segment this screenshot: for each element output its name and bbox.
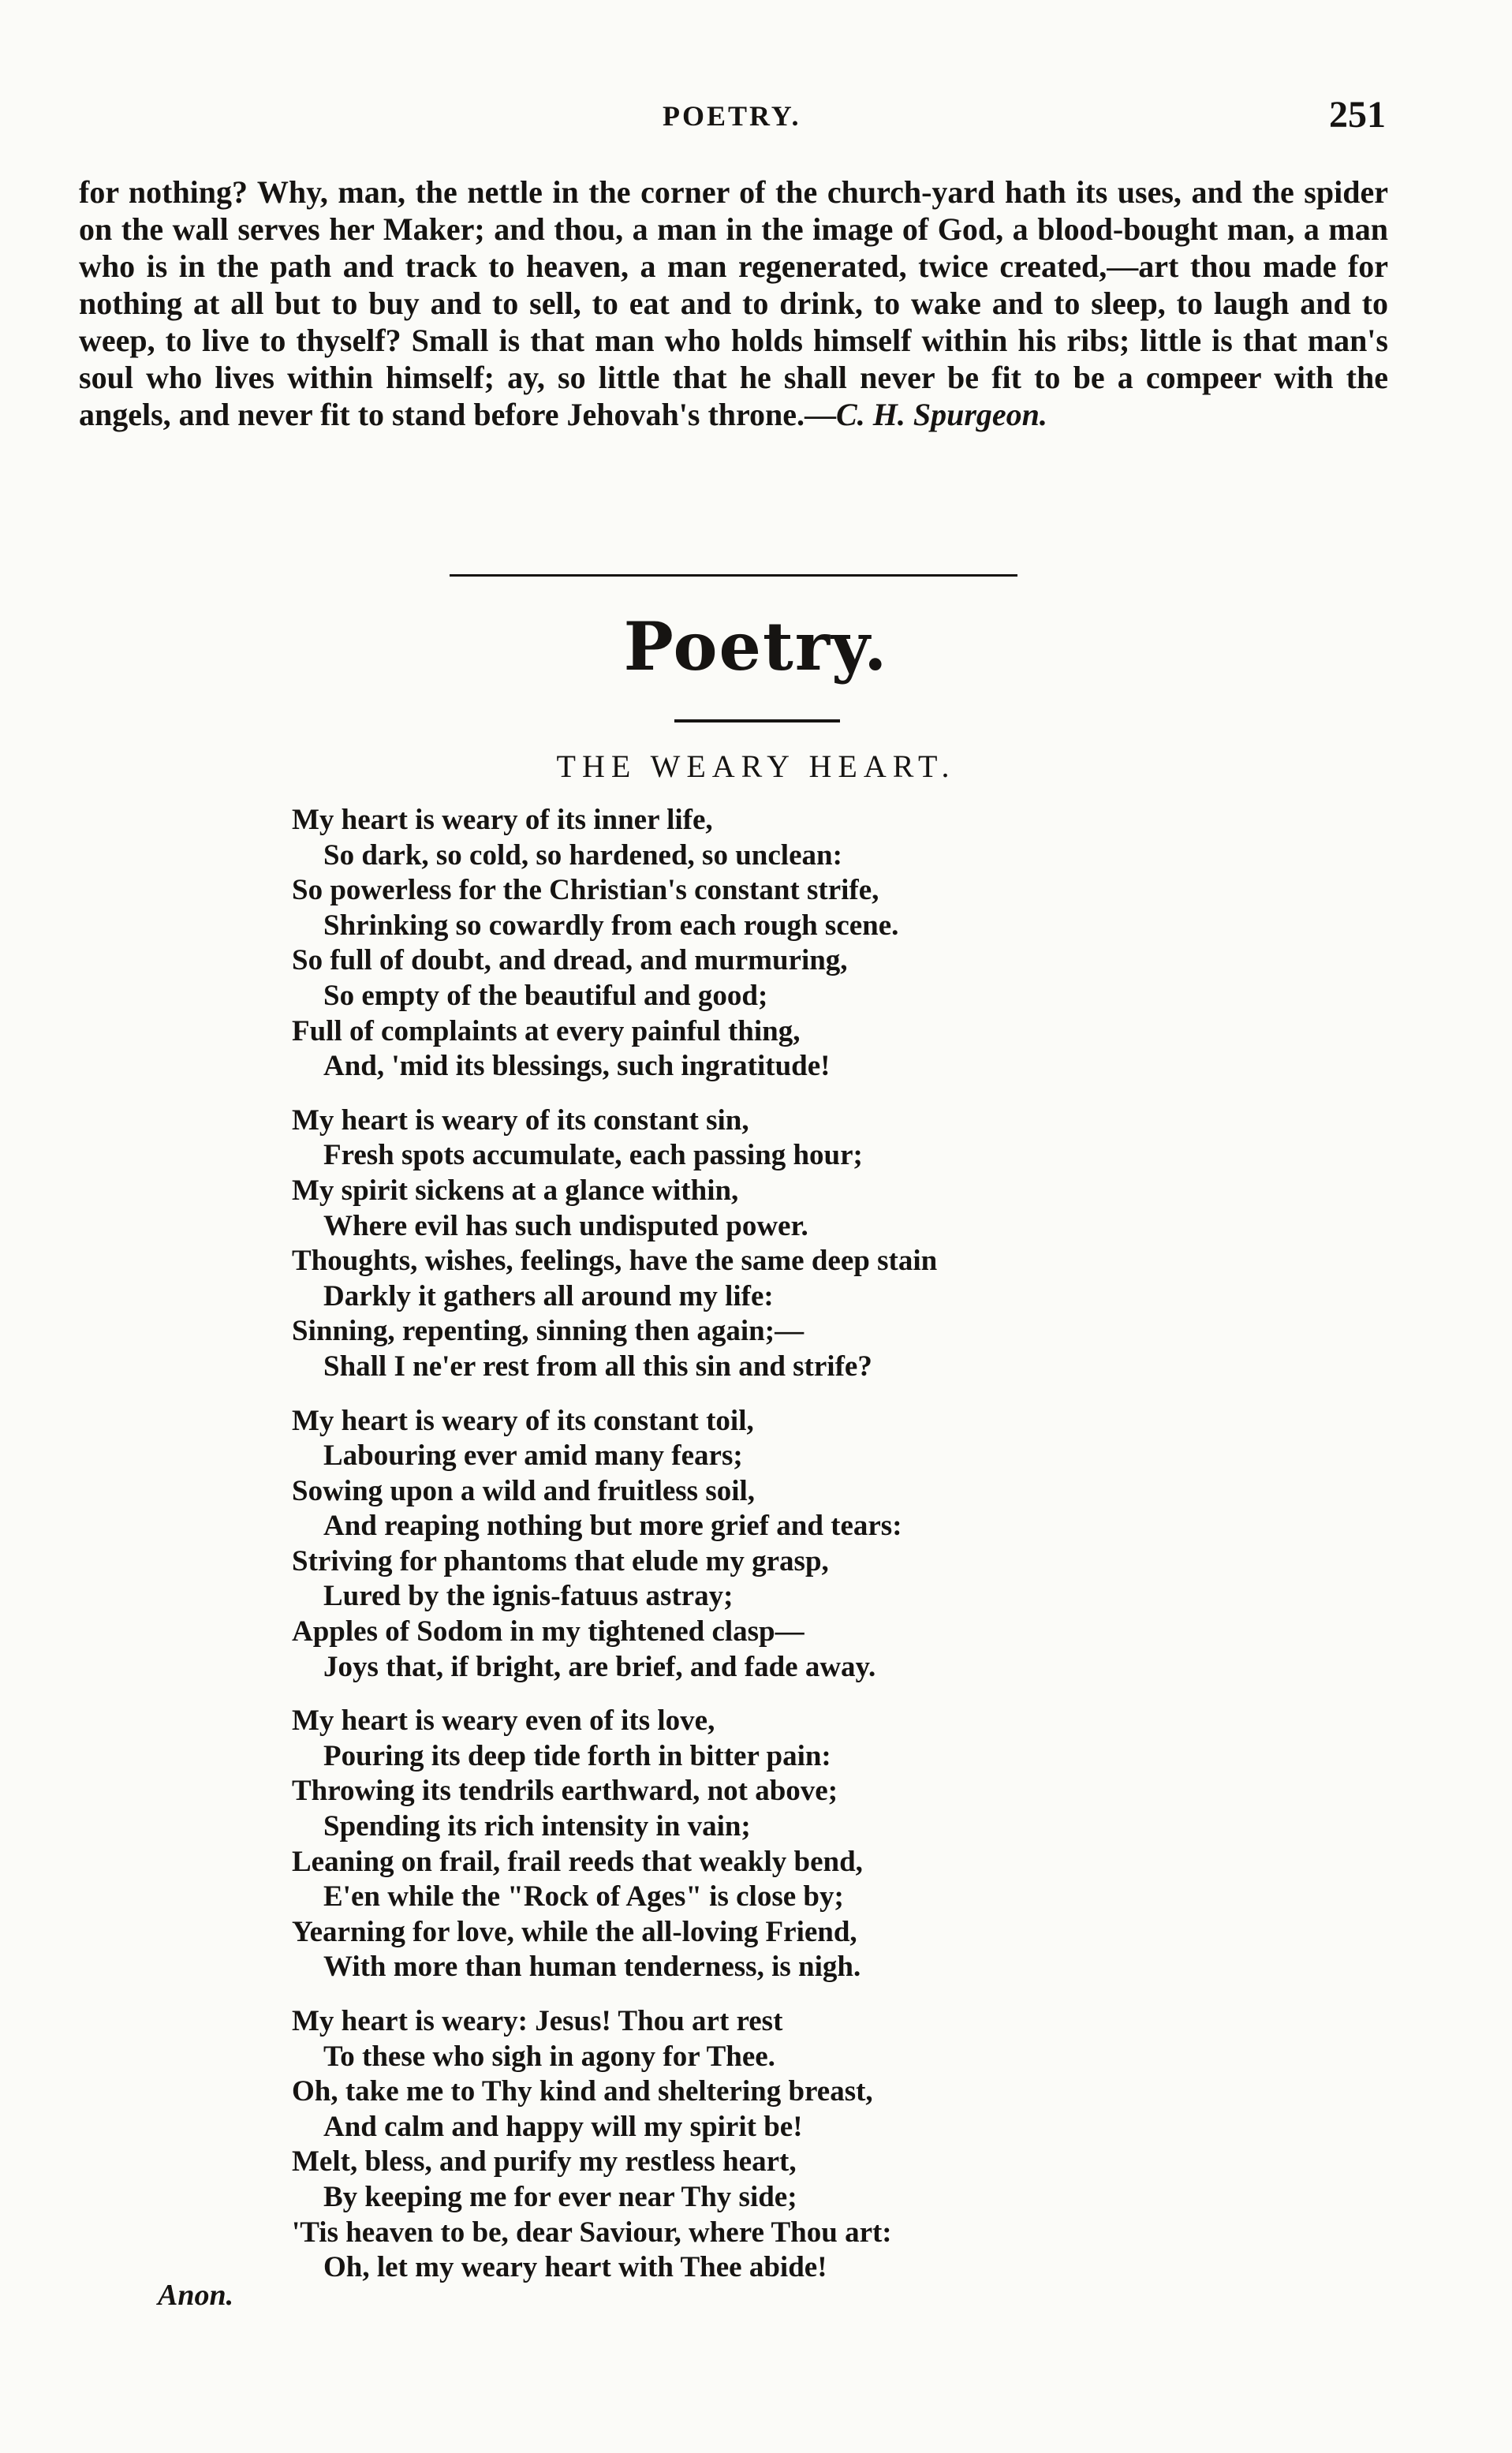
poem-line: Apples of Sodom in my tightened clasp— (292, 1615, 805, 1648)
poem-line: Striving for phantoms that elude my grasp, (292, 1544, 829, 1577)
poem-line: Shall I ne'er rest from all this sin and strife? (323, 1350, 872, 1383)
poem-line: Where evil has such undisputed power. (323, 1209, 808, 1242)
poem-line: Joys that, if bright, are brief, and fade away. (323, 1650, 876, 1683)
poem-line: So empty of the beautiful and good; (323, 979, 768, 1012)
poem-line: To these who sigh in agony for Thee. (323, 2040, 775, 2073)
heading-underline (674, 719, 840, 722)
poem-line: My heart is weary even of its love, (292, 1704, 715, 1738)
poem-line: Yearning for love, while the all-loving Friend, (292, 1915, 857, 1948)
section-divider (450, 574, 1017, 577)
poem-line: And, 'mid its blessings, such ingratitude! (323, 1050, 831, 1083)
poem-line: My spirit sickens at a glance within, (292, 1174, 739, 1207)
poem-line: Thoughts, wishes, feelings, have the same deep stain (292, 1245, 938, 1278)
poem-line: Throwing its tendrils earthward, not above; (292, 1775, 838, 1808)
poem-line: My heart is weary of its constant toil, (292, 1404, 754, 1437)
section-heading: Poetry. (623, 607, 889, 685)
poem-line: E'en while the "Rock of Ages" is close by; (323, 1880, 844, 1913)
poem (292, 803, 1396, 2305)
stanza (292, 1103, 1396, 1385)
poem-line: With more than human tenderness, is nigh. (323, 1951, 861, 1984)
poem-line: Labouring ever amid many fears; (323, 1439, 743, 1473)
prose-paragraph (79, 174, 1388, 433)
poem-title: THE WEARY HEART. (556, 749, 956, 784)
poem-line: Leaning on frail, frail reeds that weakly bend, (292, 1845, 863, 1878)
poem-author: Anon. (158, 2279, 234, 2312)
poem-line: My heart is weary of its inner life, (292, 804, 713, 836)
poem-line: And calm and happy will my spirit be! (323, 2110, 803, 2143)
poem-line: Sinning, repenting, sinning then again;— (292, 1315, 805, 1348)
poem-line: Sowing upon a wild and fruitless soil, (292, 1474, 756, 1507)
poem-line: Darkly it gathers all around my life: (323, 1279, 774, 1312)
stanza (292, 2004, 1396, 2286)
poem-line: Spending its rich intensity in vain; (323, 1810, 751, 1843)
poem-line: Lured by the ignis-fatuus astray; (323, 1580, 734, 1613)
poem-line: Oh, let my weary heart with Thee abide! (323, 2251, 827, 2284)
stanza (292, 803, 1396, 1085)
prose-text: for nothing? Why, man, the nettle in the corner of the church-yard hath its uses, and the spider on the wall serves her Maker; and thou, a man in the image of God, a blood-bought man, a man who is in the path and track to heaven, a man regenerated, twice created,—art thou made for nothing at all but to buy and to sell, to eat and to drink, to wake and to sleep, to laugh and to weep, to live to thyself? Small is that man who holds himself within his ribs; little is that man's soul who lives within himself; ay, so little that he shall never be fit to be a compeer with the angels, and never fit to stand before Jehovah's throne.— (79, 174, 1388, 432)
stanza (292, 1404, 1396, 1686)
stanza (292, 1704, 1396, 1985)
poem-line: Fresh spots accumulate, each passing hour; (323, 1139, 863, 1172)
poem-line: 'Tis heaven to be, dear Saviour, where Thou art: (292, 2216, 892, 2249)
poem-line: So full of doubt, and dread, and murmuring, (292, 944, 848, 977)
poem-line: My heart is weary: Jesus! Thou art rest (292, 2005, 783, 2037)
poem-line: Shrinking so cowardly from each rough scene. (323, 909, 899, 942)
poem-line: Pouring its deep tide forth in bitter pain: (323, 1739, 831, 1772)
poem-line: And reaping nothing but more grief and tears: (323, 1510, 902, 1543)
poem-line: Melt, bless, and purify my restless heart, (292, 2145, 797, 2179)
poem-line: Full of complaints at every painful thing, (292, 1014, 801, 1047)
poem-line: My heart is weary of its constant sin, (292, 1103, 749, 1137)
running-head (0, 93, 1512, 148)
poem-line: By keeping me for ever near Thy side; (323, 2180, 797, 2213)
poem-line: Oh, take me to Thy kind and sheltering breast, (292, 2075, 873, 2108)
page-number: 251 (1329, 94, 1386, 136)
section-title: POETRY. (663, 100, 801, 132)
prose-attribution: C. H. Spurgeon. (836, 397, 1047, 432)
poem-line: So dark, so cold, so hardened, so unclean: (323, 838, 842, 872)
poem-line: So powerless for the Christian's constant strife, (292, 874, 879, 907)
